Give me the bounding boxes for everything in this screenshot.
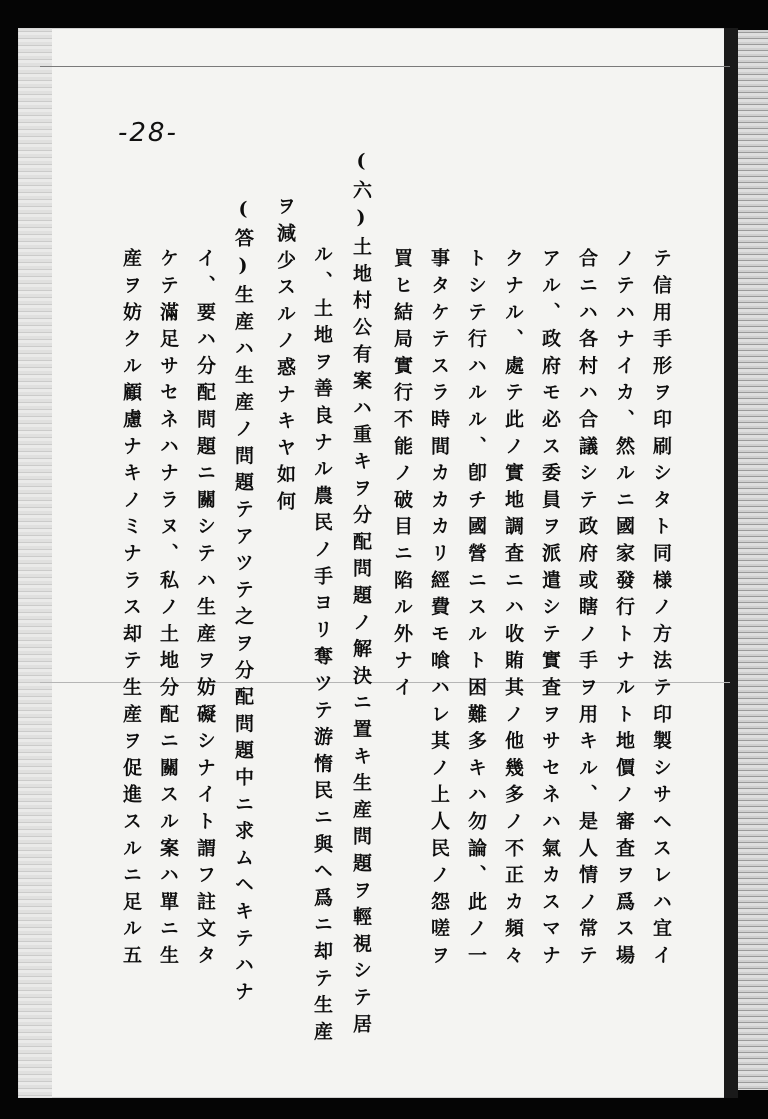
text-column-2: ノテハナイカ、然ルニ國家發行トナルト地價ノ審査ヲ爲ス場 (613, 248, 635, 972)
text-column-8: 買ヒ結局實行不能ノ破目ニ陷ル外ナイ (391, 248, 413, 704)
text-column-3: 合ニハ各村ハ合議シテ政府或瞎ノ手ヲ用キル、是人情ノ常テ (576, 248, 598, 972)
text-column-1: テ信用手形ヲ印刷シタト同様ノ方法テ印製シサヘスレハ宜イ (650, 248, 672, 972)
page-right-edge (724, 28, 738, 1098)
top-rule (40, 66, 730, 67)
page-number: -28- (118, 118, 178, 148)
question-heading: (六)土地村公有案ハ重キヲ分配問題ノ解決ニ置キ生産問題ヲ輕視シテ居 (350, 150, 372, 1041)
question-heading-cont-2: ヲ減少スルノ惑ナキヤ如何 (274, 196, 296, 518)
text-column-15: 産ヲ妨クル顧慮ナキノミナラス却テ生産ヲ促進スルニ足ル五 (120, 248, 142, 972)
answer-heading: (答)生産ハ生産ノ問題テアツテ之ヲ分配問題中ニ求ムヘキテハナ (232, 198, 254, 1008)
text-column-7: 事タケテスラ時間カカカリ經費モ喰ハレ其ノ上人民ノ怨嗟ヲ (428, 248, 450, 972)
text-column-6: トシテ行ハルル、卽チ國營ニスルト困難多キハ勿論、此ノ一 (465, 248, 487, 972)
page-left-edge (18, 28, 52, 1098)
text-column-4: アル、政府モ必ス委員ヲ派遣シテ實査ヲサセネハ氣カスマナ (539, 248, 561, 972)
text-column-5: クナル、處テ此ノ實地調査ニハ收賄其ノ他幾多ノ不正カ頻々 (502, 248, 524, 972)
question-heading-cont-1: ル、土地ヲ善良ナル農民ノ手ヨリ奪ツテ游惰民ニ與ヘ爲ニ却テ生産 (311, 244, 333, 1048)
text-column-13: イ、要ハ分配問題ニ關シテハ生産ヲ妨礙シナイト謂フ註文タ (194, 248, 216, 972)
text-column-14: ケテ滿足サセネハナラヌ、私ノ土地分配ニ關スル案ハ單ニ生 (157, 248, 179, 972)
adjacent-page-strip (738, 30, 768, 1090)
